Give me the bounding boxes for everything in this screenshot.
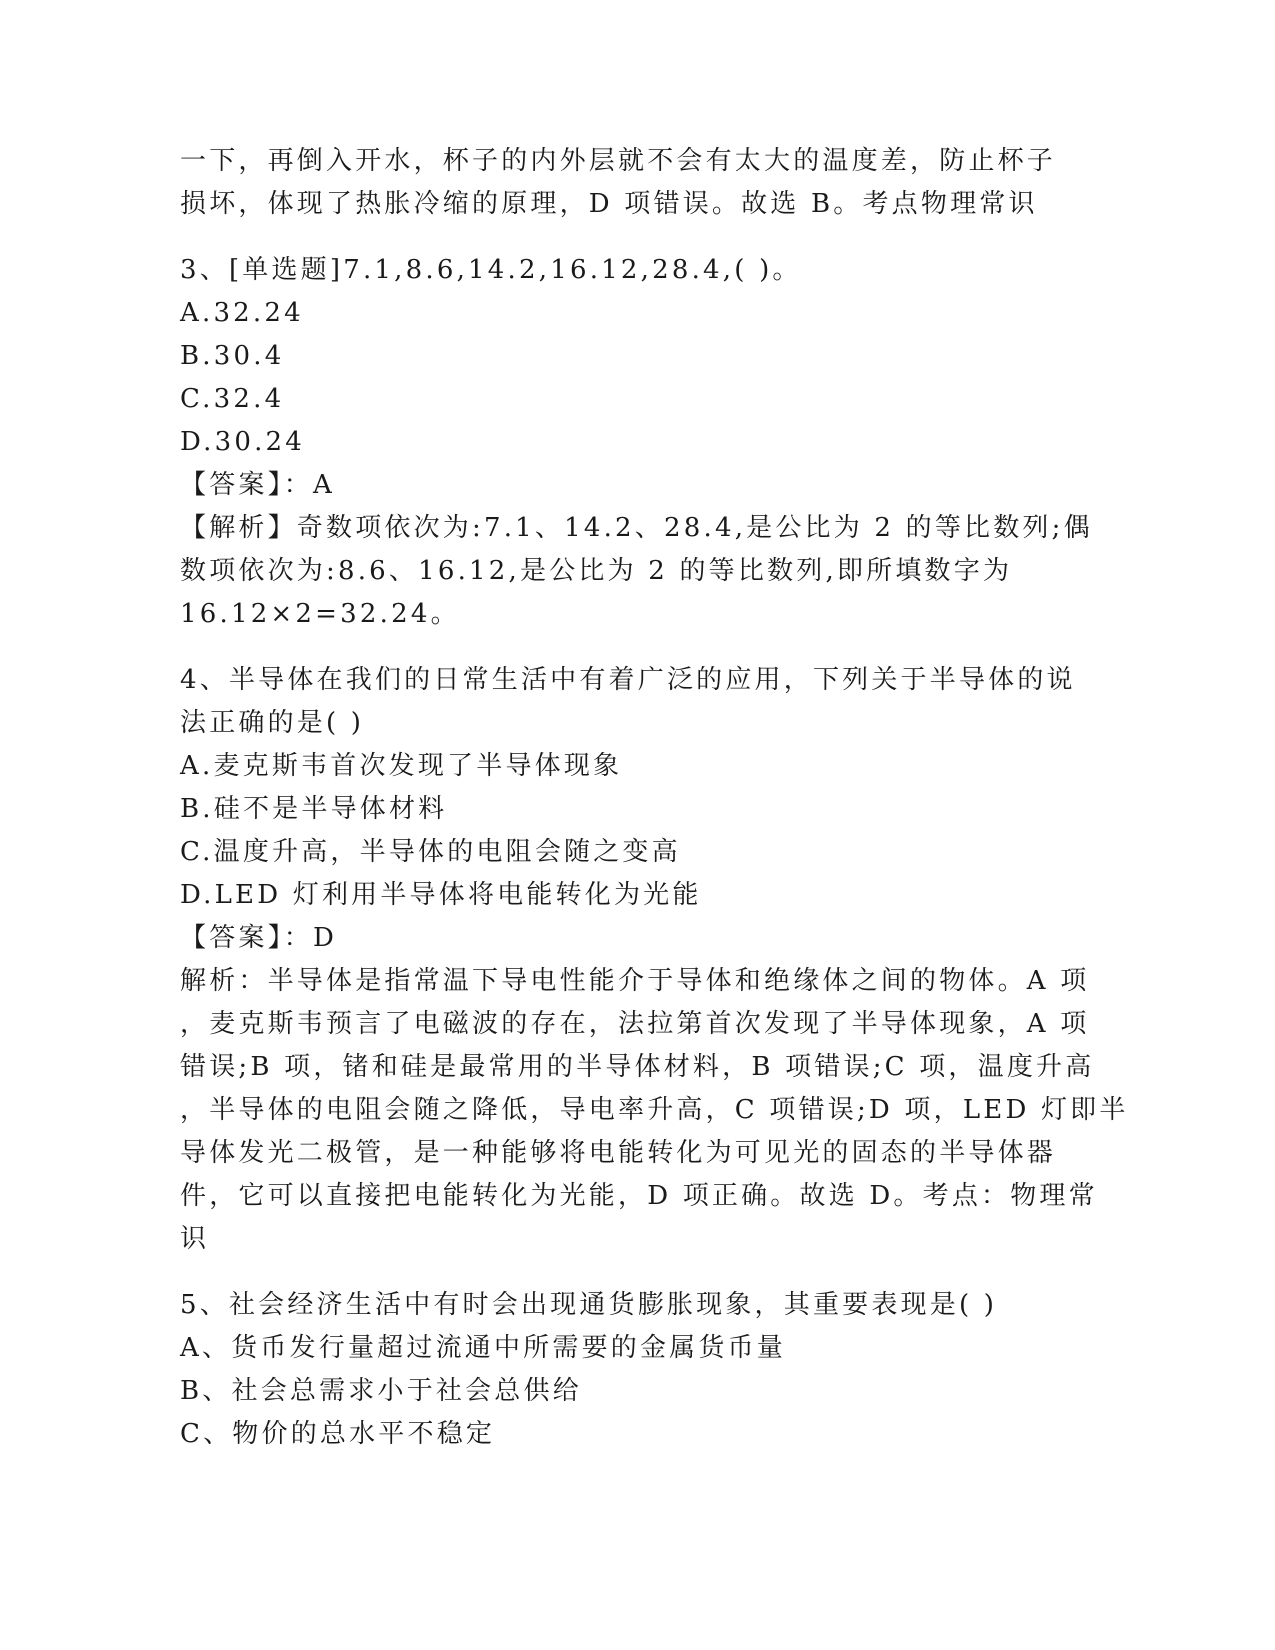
document-page bbox=[180, 140, 1129, 1456]
question-3-option-b: B.30.4 bbox=[180, 341, 285, 371]
question-4-option-a: A.麦克斯韦首次发现了半导体现象 bbox=[180, 751, 623, 781]
question-3-answer: 【答案】：A bbox=[180, 470, 335, 500]
question-4-analysis-line: 识 bbox=[180, 1224, 210, 1254]
previous-answer-continuation bbox=[180, 140, 1085, 226]
question-5-option-a: A、货币发行量超过流通中所需要的金属货币量 bbox=[180, 1333, 786, 1363]
question-4-option-d: D.LED 灯利用半导体将电能转化为光能 bbox=[180, 880, 702, 910]
question-4-analysis-line: 导体发光二极管，是一种能够将电能转化为可见光的固态的半导体器 bbox=[180, 1138, 1057, 1168]
question-4-analysis-line: 件，它可以直接把电能转化为光能，D 项正确。故选 D。考点：物理常 bbox=[180, 1181, 1098, 1211]
question-5-option-c: C、物价的总水平不稳定 bbox=[180, 1419, 496, 1449]
question-3-analysis-line: 16.12×2=32.24。 bbox=[180, 599, 460, 629]
question-4-analysis-line: 解析：半导体是指常温下导电性能介于导体和绝缘体之间的物体。A 项 bbox=[180, 966, 1090, 996]
question-4-option-c: C.温度升高，半导体的电阻会随之变高 bbox=[180, 837, 681, 867]
question-5-option-b: B、社会总需求小于社会总供给 bbox=[180, 1376, 582, 1406]
continuation-line: 一下，再倒入开水，杯子的内外层就不会有太大的温度差，防止杯子 bbox=[180, 146, 1057, 176]
question-5 bbox=[180, 1284, 1085, 1456]
question-3-stem: 3、[单选题]7.1,8.6,14.2,16.12,28.4,( )。 bbox=[180, 255, 802, 285]
continuation-line: 损坏，体现了热胀冷缩的原理，D 项错误。故选 B。考点物理常识 bbox=[180, 189, 1038, 219]
question-5-stem: 5、社会经济生活中有时会出现通货膨胀现象，其重要表现是( ) bbox=[180, 1290, 998, 1320]
question-4-analysis-line: ，麦克斯韦预言了电磁波的存在，法拉第首次发现了半导体现象，A 项 bbox=[180, 1009, 1090, 1039]
question-3-analysis-line: 数项依次为:8.6、16.12,是公比为 2 的等比数列,即所填数字为 bbox=[180, 556, 1013, 586]
question-4 bbox=[180, 659, 1129, 1261]
question-3-option-c: C.32.4 bbox=[180, 384, 285, 414]
question-3-analysis-line: 【解析】奇数项依次为:7.1、14.2、28.4,是公比为 2 的等比数列;偶 bbox=[180, 513, 1093, 543]
question-3 bbox=[180, 249, 1093, 636]
question-4-analysis-line: ，半导体的电阻会随之降低，导电率升高，C 项错误;D 项，LED 灯即半 bbox=[180, 1095, 1129, 1125]
question-4-analysis-line: 错误;B 项，锗和硅是最常用的半导体材料，B 项错误;C 项，温度升高 bbox=[180, 1052, 1095, 1082]
question-4-option-b: B.硅不是半导体材料 bbox=[180, 794, 448, 824]
question-4-stem-line: 4、半导体在我们的日常生活中有着广泛的应用，下列关于半导体的说 bbox=[180, 665, 1076, 695]
question-4-stem-line: 法正确的是( ) bbox=[180, 708, 365, 738]
question-4-answer: 【答案】：D bbox=[180, 923, 338, 953]
question-3-option-d: D.30.24 bbox=[180, 427, 306, 457]
question-3-option-a: A.32.24 bbox=[180, 298, 304, 328]
